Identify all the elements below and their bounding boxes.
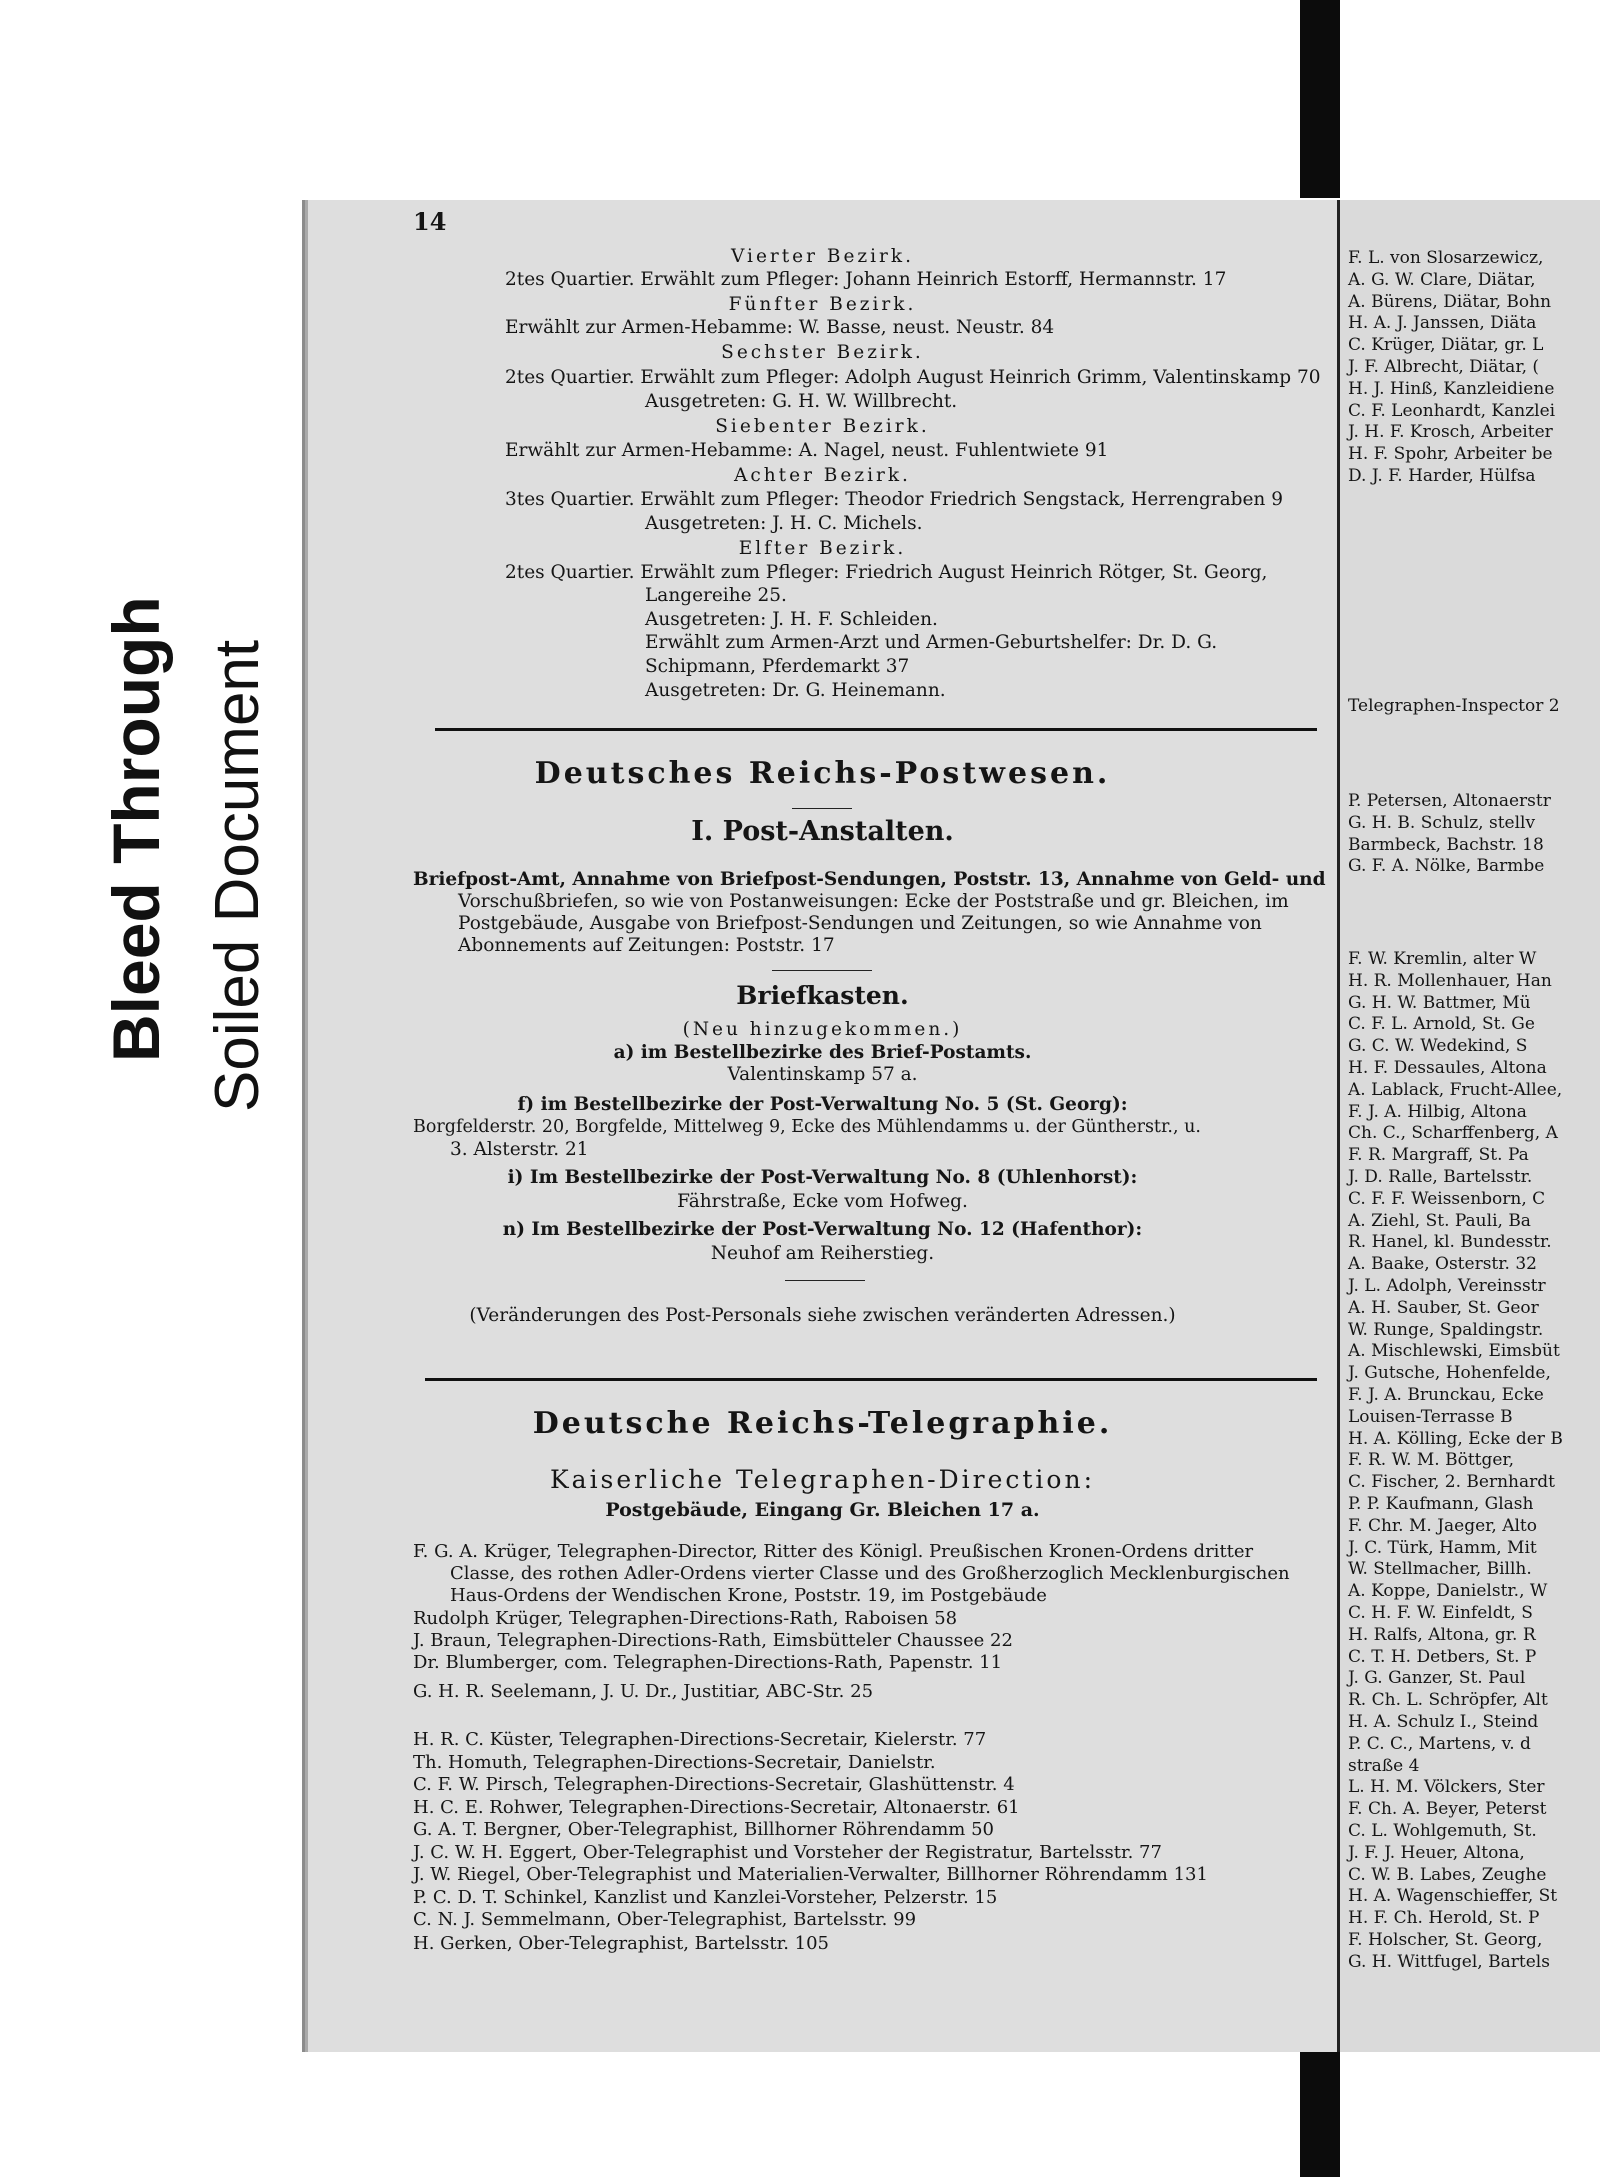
short-rule — [785, 1280, 865, 1281]
text-line: Sechster Bezirk. — [721, 342, 924, 363]
text-line: A. Bürens, Diätar, Bohn — [1348, 291, 1552, 312]
text-line: Briefpost-Amt, Annahme von Briefpost-Sendungen, Poststr. 13, Annahme von Geld- und — [413, 869, 1326, 890]
text-line: F. G. A. Krüger, Telegraphen-Director, Ritter des Königl. Preußischen Kronen-Ordens dritter — [413, 1541, 1254, 1562]
text-line: F. R. W. M. Böttger, — [1348, 1450, 1515, 1471]
text-line: H. R. C. Küster, Telegraphen-Directions-Secretair, Kielerstr. 77 — [413, 1729, 987, 1750]
text-line: J. Braun, Telegraphen-Directions-Rath, Eimsbütteler Chaussee 22 — [413, 1630, 1013, 1651]
text-line: Dr. Blumberger, com. Telegraphen-Directions-Rath, Papenstr. 11 — [413, 1652, 1003, 1673]
text-line: G. A. T. Bergner, Ober-Telegraphist, Billhorner Röhrendamm 50 — [413, 1819, 994, 1840]
text-line: W. Stellmacher, Billh. — [1348, 1559, 1532, 1580]
text-line: Ausgetreten: J. H. F. Schleiden. — [645, 609, 938, 630]
text-line: A. Mischlewski, Eimsbüt — [1348, 1341, 1560, 1362]
text-line: P. P. Kaufmann, Glash — [1348, 1494, 1534, 1514]
text-line: Vorschußbriefen, so wie von Postanweisungen: Ecke der Poststraße und gr. Bleichen, im — [458, 891, 1289, 912]
text-line: 3. Alsterstr. 21 — [450, 1139, 589, 1160]
section-rule — [425, 1378, 1317, 1381]
text-line: J. C. W. H. Eggert, Ober-Telegraphist und Vorsteher der Registratur, Bartelsstr. 77 — [413, 1842, 1162, 1863]
text-line: J. F. Albrecht, Diätar, ( — [1348, 357, 1540, 377]
short-rule — [792, 808, 852, 809]
bleed-through-label: Bleed Through — [99, 596, 173, 1062]
text-line: C. F. Leonhardt, Kanzlei — [1348, 400, 1556, 421]
text-line: 2tes Quartier. Erwählt zum Pfleger: Johann Heinrich Estorff, Hermannstr. 17 — [505, 269, 1227, 290]
text-line: (Neu hinzugekommen.) — [682, 1019, 963, 1040]
text-line: C. Krüger, Diätar, gr. L — [1348, 335, 1544, 356]
text-line: J. W. Riegel, Ober-Telegraphist und Materialien-Verwalter, Billhorner Röhrendamm 131 — [413, 1864, 1208, 1885]
text-line: G. H. R. Seelemann, J. U. Dr., Justitiar, ABC-Str. 25 — [413, 1681, 874, 1702]
text-line: G. H. B. Schulz, stellv — [1348, 812, 1536, 833]
page-number: 14 — [413, 207, 447, 236]
section-rule — [435, 728, 1317, 731]
text-line: A. Baake, Osterstr. 32 — [1348, 1254, 1537, 1275]
text-line: Abonnements auf Zeitungen: Poststr. 17 — [458, 935, 835, 956]
telegraph-direction: Kaiserliche Telegraphen-Direction: — [549, 1465, 1096, 1494]
text-line: C. Fischer, 2. Bernhardt — [1348, 1472, 1555, 1493]
facing-page — [1337, 200, 1600, 2052]
text-line: H. A. Wagenschieffer, St — [1348, 1886, 1558, 1907]
text-line: 2tes Quartier. Erwählt zum Pfleger: Friedrich August Heinrich Rötger, St. Georg, — [505, 562, 1268, 583]
text-line: D. J. F. Harder, Hülfsa — [1348, 466, 1536, 486]
text-line: C. F. L. Arnold, St. Ge — [1348, 1014, 1535, 1035]
text-line: R. Hanel, kl. Bundesstr. — [1348, 1232, 1552, 1253]
text-line: Barmbeck, Bachstr. 18 — [1348, 834, 1544, 855]
text-line: C. T. H. Detbers, St. P — [1348, 1646, 1537, 1667]
text-line: straße 4 — [1348, 1755, 1420, 1776]
text-line: Erwählt zur Armen-Hebamme: A. Nagel, neust. Fuhlentwiete 91 — [505, 440, 1109, 461]
text-line: Ausgetreten: Dr. G. Heinemann. — [645, 680, 946, 701]
text-line: A. Ziehl, St. Pauli, Ba — [1348, 1210, 1531, 1231]
text-line: G. F. A. Nölke, Barmbe — [1348, 856, 1545, 877]
text-line: F. L. von Slosarzewicz, — [1348, 248, 1544, 268]
text-line: 2tes Quartier. Erwählt zum Pfleger: Adolph August Heinrich Grimm, Valentinskamp 70 — [505, 367, 1321, 388]
text-line: Ch. C., Scharffenberg, A — [1348, 1123, 1558, 1144]
text-line: n) Im Bestellbezirke der Post-Verwaltung No. 12 (Hafenthor): — [502, 1219, 1143, 1240]
text-line: Neuhof am Reiherstieg. — [710, 1243, 935, 1264]
text-line: a) im Bestellbezirke des Brief-Postamts. — [613, 1042, 1032, 1063]
binding-shadow-bottom — [1300, 2052, 1340, 2177]
text-line: J. C. Türk, Hamm, Mit — [1348, 1537, 1537, 1558]
text-line: J. D. Ralle, Bartelsstr. — [1348, 1167, 1533, 1187]
text-line: H. A. Kölling, Ecke der B — [1348, 1428, 1563, 1449]
soiled-document-label: Soiled Document — [203, 639, 272, 1112]
text-line: J. L. Adolph, Vereinsstr — [1348, 1276, 1546, 1296]
text-line: G. H. W. Battmer, Mü — [1348, 992, 1531, 1013]
text-line: C. N. J. Semmelmann, Ober-Telegraphist, Bartelsstr. 99 — [413, 1909, 917, 1930]
text-line: H. Gerken, Ober-Telegraphist, Bartelsstr. 105 — [413, 1933, 830, 1954]
text-line: Borgfelderstr. 20, Borgfelde, Mittelweg 9, Ecke des Mühlendamms u. der Güntherstr., u. — [413, 1117, 1201, 1137]
text-line: F. J. A. Brunckau, Ecke — [1348, 1385, 1544, 1405]
text-line: Erwählt zur Armen-Hebamme: W. Basse, neust. Neustr. 84 — [505, 317, 1055, 338]
text-line: Classe, des rothen Adler-Ordens vierter Classe und des Großherzoglich Mecklenburgischen — [450, 1563, 1290, 1584]
text-line: J. Gutsche, Hohenfelde, — [1348, 1363, 1551, 1384]
text-line: (Veränderungen des Post-Personals siehe zwischen veränderten Adressen.) — [469, 1305, 1176, 1326]
text-line: H. J. Hinß, Kanzleidiene — [1348, 378, 1555, 399]
text-line: Valentinskamp 57 a. — [727, 1064, 918, 1085]
text-line: f) im Bestellbezirke der Post-Verwaltung No. 5 (St. Georg): — [517, 1094, 1128, 1115]
text-line: Haus-Ordens der Wendischen Krone, Poststr. 19, im Postgebäude — [450, 1585, 1047, 1606]
text-line: C. W. B. Labes, Zeughe — [1348, 1864, 1547, 1885]
text-line: Langereihe 25. — [645, 585, 787, 606]
text-line: H. F. Ch. Herold, St. P — [1348, 1908, 1540, 1929]
short-rule — [772, 970, 872, 971]
post-subtitle: I. Post-Anstalten. — [691, 816, 954, 847]
text-line: G. C. W. Wedekind, S — [1348, 1036, 1528, 1057]
text-line: A. Lablack, Frucht-Allee, — [1348, 1079, 1563, 1100]
text-line: Fährstraße, Ecke vom Hofweg. — [677, 1191, 968, 1212]
text-line: P. C. C., Martens, v. d — [1348, 1733, 1531, 1754]
telegraph-address: Postgebäude, Eingang Gr. Bleichen 17 a. — [605, 1499, 1040, 1521]
text-line: A. H. Sauber, St. Geor — [1348, 1297, 1539, 1318]
telegraph-title: Deutsche Reichs-Telegraphie. — [532, 1406, 1113, 1441]
binding-shadow-top — [1300, 0, 1340, 198]
text-line: Schipmann, Pferdemarkt 37 — [645, 656, 910, 677]
text-line: C. H. F. W. Einfeldt, S — [1348, 1603, 1533, 1623]
text-line: J. H. F. Krosch, Arbeiter — [1348, 422, 1553, 443]
text-line: H. C. E. Rohwer, Telegraphen-Directions-Secretair, Altonaerstr. 61 — [413, 1797, 1020, 1818]
text-line: J. F. J. Heuer, Altona, — [1348, 1842, 1525, 1863]
text-line: F. W. Kremlin, alter W — [1348, 949, 1537, 969]
text-line: Postgebäude, Ausgabe von Briefpost-Sendungen und Zeitungen, so wie Annahme von — [458, 913, 1262, 934]
text-line: Achter Bezirk. — [734, 465, 911, 486]
text-line: Louisen-Terrasse B — [1348, 1406, 1513, 1427]
text-line: C. F. F. Weissenborn, C — [1348, 1188, 1546, 1209]
text-line: F. Holscher, St. Georg, — [1348, 1930, 1543, 1950]
text-line: i) Im Bestellbezirke der Post-Verwaltung No. 8 (Uhlenhorst): — [507, 1167, 1138, 1188]
text-line: Fünfter Bezirk. — [728, 294, 917, 315]
text-line: F. Ch. A. Beyer, Peterst — [1348, 1799, 1547, 1820]
text-line: Elfter Bezirk. — [738, 538, 907, 559]
text-line: H. F. Spohr, Arbeiter be — [1348, 444, 1553, 465]
text-line: Th. Homuth, Telegraphen-Directions-Secretair, Danielstr. — [413, 1752, 936, 1773]
text-line: H. A. J. Janssen, Diäta — [1348, 313, 1537, 334]
text-line: G. H. Wittfugel, Bartels — [1348, 1951, 1550, 1972]
text-line: H. R. Mollenhauer, Han — [1348, 970, 1552, 991]
text-line: Vierter Bezirk. — [731, 246, 914, 267]
post-title: Deutsches Reichs-Postwesen. — [534, 756, 1111, 791]
text-line: P. Petersen, Altonaerstr — [1348, 791, 1551, 811]
text-line: F. J. A. Hilbig, Altona — [1348, 1101, 1527, 1122]
text-line: Ausgetreten: G. H. W. Willbrecht. — [645, 391, 958, 412]
text-line: F. Chr. M. Jaeger, Alto — [1348, 1515, 1537, 1536]
text-line: J. G. Ganzer, St. Paul — [1348, 1668, 1526, 1689]
text-line: W. Runge, Spaldingstr. — [1348, 1319, 1544, 1340]
text-line: H. F. Dessaules, Altona — [1348, 1058, 1547, 1078]
text-line: R. Ch. L. Schröpfer, Alt — [1348, 1690, 1548, 1711]
text-line: C. L. Wohlgemuth, St. — [1348, 1821, 1537, 1841]
text-line: A. Koppe, Danielstr., W — [1348, 1581, 1548, 1602]
text-line: H. A. Schulz I., Steind — [1348, 1712, 1539, 1732]
text-line: 3tes Quartier. Erwählt zum Pfleger: Theodor Friedrich Sengstack, Herrengraben 9 — [505, 489, 1284, 510]
text-line: A. G. W. Clare, Diätar, — [1348, 269, 1536, 290]
text-line: Telegraphen-Inspector 2 — [1348, 696, 1560, 716]
text-line: F. R. Margraff, St. Pa — [1348, 1145, 1529, 1166]
text-line: Ausgetreten: J. H. C. Michels. — [645, 513, 923, 534]
text-line: P. C. D. T. Schinkel, Kanzlist und Kanzlei-Vorsteher, Pelzerstr. 15 — [413, 1887, 998, 1908]
text-line: Erwählt zum Armen-Arzt und Armen-Geburtshelfer: Dr. D. G. — [645, 632, 1218, 653]
document-page — [302, 200, 1340, 2052]
text-line: Siebenter Bezirk. — [715, 416, 930, 437]
text-line: C. F. W. Pirsch, Telegraphen-Directions-Secretair, Glashüttenstr. 4 — [413, 1774, 1015, 1795]
text-line: H. Ralfs, Altona, gr. R — [1348, 1624, 1536, 1645]
text-line: Rudolph Krüger, Telegraphen-Directions-Rath, Raboisen 58 — [413, 1608, 958, 1629]
kasten-title: Briefkasten. — [736, 981, 909, 1010]
text-line: L. H. M. Völckers, Ster — [1348, 1777, 1545, 1798]
